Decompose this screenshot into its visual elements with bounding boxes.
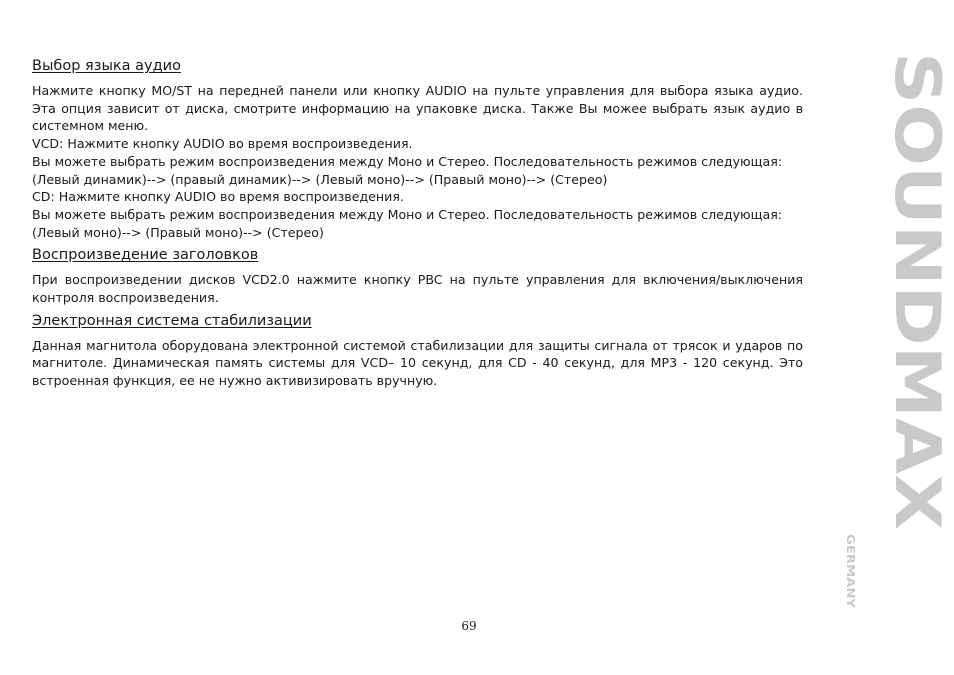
paragraph: VCD: Нажмите кнопку AUDIO во время воспроизведения. xyxy=(32,136,413,152)
section-title: Электронная система стабилизации xyxy=(32,312,312,329)
section-title: Воспроизведение заголовков xyxy=(32,247,259,264)
section-audio-language xyxy=(32,56,803,241)
paragraph: Вы можете выбрать режим воспроизведения между Моно и Стерео. Последовательность режимов следующая: xyxy=(32,153,783,169)
brand-logo xyxy=(843,50,954,610)
paragraph: CD: Нажмите кнопку AUDIO во время воспроизведения. xyxy=(32,189,404,205)
section-title: Выбор языка аудио xyxy=(32,58,181,74)
brand-tagline: GERMANY xyxy=(844,534,857,596)
section-title-playback xyxy=(32,245,803,306)
brand-name: SOUNDMAX xyxy=(881,52,954,461)
paragraph: Вы можете выбрать режим воспроизведения между Моно и Стерео. Последовательность режимов следующая: xyxy=(32,206,783,222)
paragraph: (Левый моно)--> (Правый моно)--> (Стерео) xyxy=(32,224,324,240)
paragraph: При воспроизведении дисков VCD2.0 нажмите кнопку PBC на пульте управления для включения/выключения контроля воспроизведения. xyxy=(32,272,803,306)
paragraph: (Левый динамик)--> (правый динамик)--> (Левый моно)--> (Правый моно)--> (Стерео) xyxy=(32,171,608,187)
document-body xyxy=(32,56,803,390)
brand-logo-graphic xyxy=(843,50,954,610)
page-number: 69 xyxy=(461,619,477,633)
section-stabilization xyxy=(32,311,803,390)
paragraph: Данная магнитола оборудована электронной системой стабилизации для защиты сигнала от трясок и ударов по магнитоле. Динамическая память системы для VCD– 10 секунд, для CD - 40 секунд, для MP3 - 120 секунд. Это встроенная функция, ее не нужно активизировать вручную. xyxy=(32,337,803,389)
paragraph: Нажмите кнопку MO/ST на передней панели или кнопку AUDIO на пульте управления для выбора языка аудио. Эта опция зависит от диска, смотрите информацию на упаковке диска. Также Вы можее выбрать язык аудио в системном меню. xyxy=(32,83,803,134)
